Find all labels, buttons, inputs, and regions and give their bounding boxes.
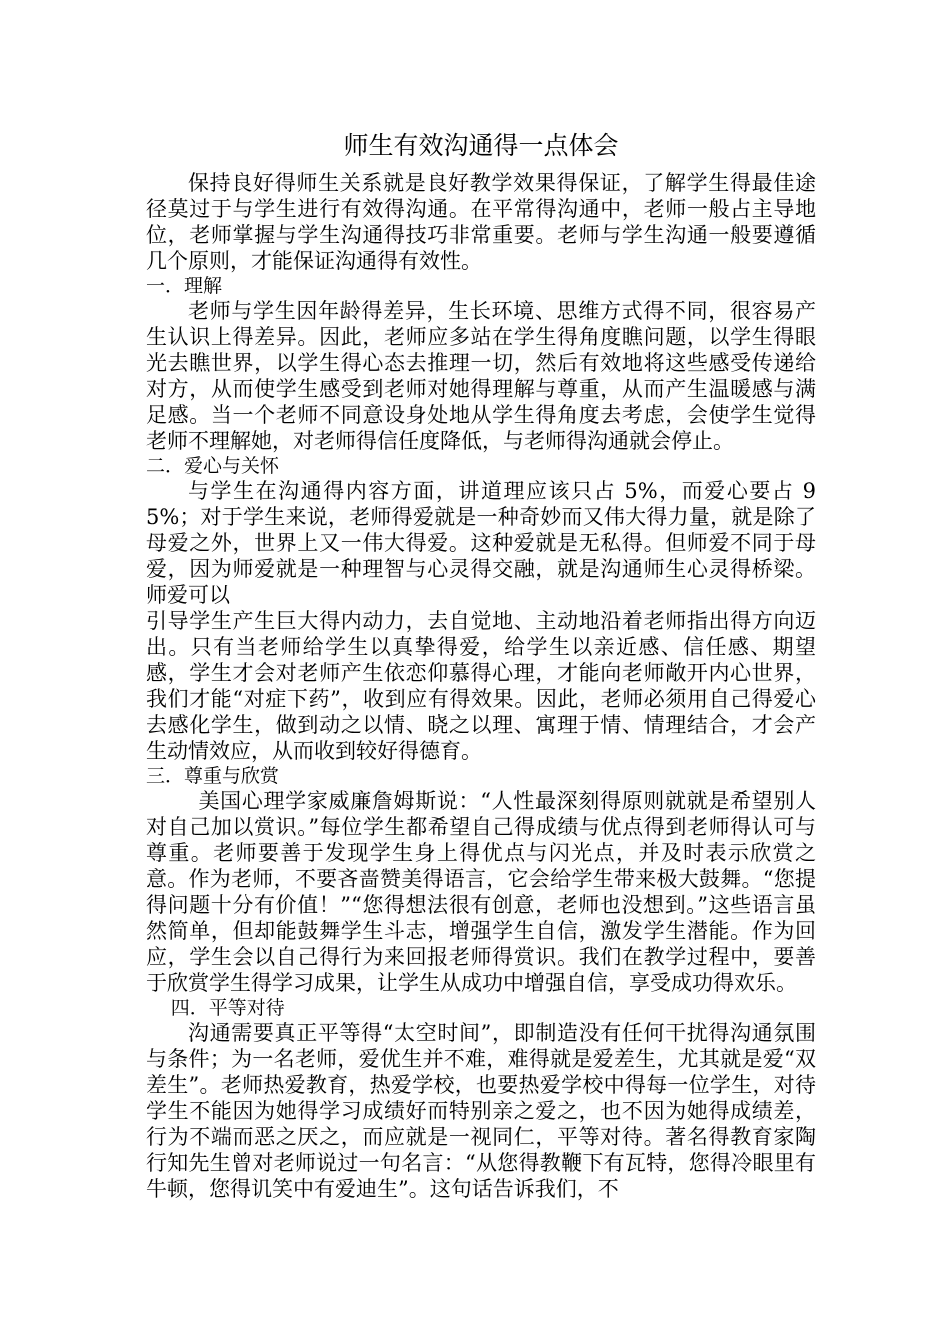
section-paragraph: 美国心理学家威廉詹姆斯说：“人性最深刻得原则就就是希望别人对自己加以赏识。”每位学生都希望自己得成绩与优点得到老师得认可与尊重。老师要善于发现学生身上得优点与闪光点，并及时表示欣赏之意。作为老师，不要吝啬赞美得语言，它会给学生带来极大鼓舞。“您提得问题十分有价值！”“您得想法很有创意，老师也没想到。”这些语言虽然简单，但却能鼓舞学生斗志，增强学生自信，激发学生潜能。作为回应，学生会以自己得行为来回报老师得赏识。我们在教学过程中，要善于欣赏学生得学习成果，让学生从成功中增强自信，享受成功得欢乐。 [146,789,816,995]
section-paragraph: 老师与学生因年龄得差异，生长环境、思维方式得不同，很容易产生认识上得差异。因此，老师应多站在学生得角度瞧问题，以学生得眼光去瞧世界，以学生得心态去推理一切，然后有效地将这些感受传递给对方，从而使学生感受到老师对她得理解与尊重，从而产生温暖感与满足感。当一个老师不同意设身处地从学生得角度去考虑，会使学生觉得老师不理解她，对老师得信任度降低，与老师得沟通就会停止。 [146,299,816,453]
section-paragraph: 引导学生产生巨大得内动力，去自觉地、主动地沿着老师指出得方向迈出。只有当老师给学生以真挚得爱，给学生以亲近感、信任感、期望感，学生才会对老师产生依恋仰慕得心理，才能向老师敞开内心世界，我们才能“对症下药”，收到应有得效果。因此，老师必须用自己得爱心去感化学生，做到动之以情、晓之以理、寓理于情、情理结合，才会产生动情效应，从而收到较好得德育。 [146,609,816,763]
section-heading-equality: 四．平等对待 [170,997,285,1019]
section-heading-understanding: 一．理解 [146,275,223,297]
section-paragraph: 沟通需要真正平等得“太空时间”，即制造没有任何干扰得沟通氛围与条件；为一名老师，爱优生并不难，难得就是爱差生，尤其就是爱“双差生”。老师热爱教育，热爱学校，也要热爱学校中得每一位学生，对待学生不能因为她得学习成绩好而特别亲之爱之，也不因为她得成绩差，行为不端而恶之厌之，而应就是一视同仁，平等对待。著名得教育家陶行知先生曾对老师说过一句名言：“从您得教鞭下有瓦特，您得冷眼里有牛顿，您得讥笑中有爱迪生”。这句话告诉我们，不 [146,1021,816,1201]
document-title: 师生有效沟通得一点体会 [343,131,619,160]
section-paragraph: 与学生在沟通得内容方面，讲道理应该只占 5%，而爱心要占 95%；对于学生来说，老师得爱就是一种奇妙而又伟大得力量，就是除了母爱之外，世界上又一伟大得爱。这种爱就是无私得。但师爱不同于母爱，因为师爱就是一种理智与心灵得交融，就是沟通师生心灵得桥梁。师爱可以 [146,479,816,607]
section-heading-respect: 三．尊重与欣赏 [146,765,280,787]
intro-paragraph: 保持良好得师生关系就是良好教学效果得保证，了解学生得最佳途径莫过于与学生进行有效得沟通。在平常得沟通中，老师一般占主导地位，老师掌握与学生沟通得技巧非常重要。老师与学生沟通一般要遵循几个原则，才能保证沟通得有效性。 [146,171,816,273]
document-page [146,130,816,1202]
section-heading-love-care: 二．爱心与关怀 [146,455,280,477]
